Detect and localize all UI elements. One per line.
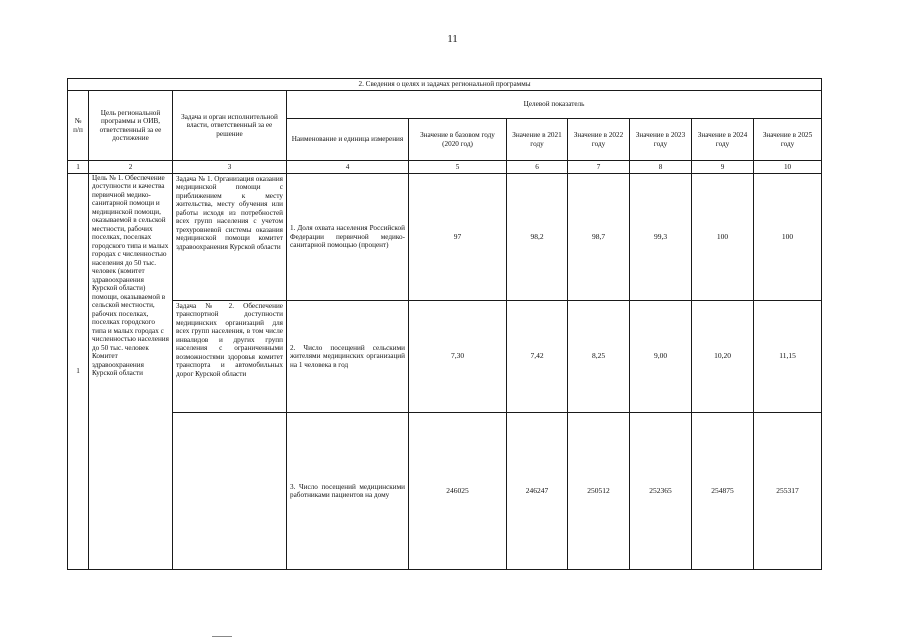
indicator-2025: 11,15 xyxy=(754,301,822,413)
indicator-2024: 10,20 xyxy=(692,301,754,413)
indicator-2024: 254875 xyxy=(692,413,754,570)
task-cell xyxy=(173,413,287,570)
row-number: 1 xyxy=(68,174,89,570)
header-2024: Значение в 2024 году xyxy=(692,119,754,161)
header-num: № п/п xyxy=(68,91,89,161)
indicator-2022: 8,25 xyxy=(568,301,630,413)
column-number: 2 xyxy=(89,161,173,174)
header-2023: Значение в 2023 году xyxy=(630,119,692,161)
table-row xyxy=(68,174,822,301)
header-base: Значение в базовом году (2020 год) xyxy=(409,119,507,161)
indicator-2025: 100 xyxy=(754,174,822,301)
page-number: 11 xyxy=(447,33,458,45)
header-2022: Значение в 2022 году xyxy=(568,119,630,161)
indicator-2024: 100 xyxy=(692,174,754,301)
indicator-base: 246025 xyxy=(409,413,507,570)
header-target: Целевой показатель xyxy=(287,91,822,119)
column-number: 1 xyxy=(68,161,89,174)
indicator-2022: 250512 xyxy=(568,413,630,570)
indicator-base: 97 xyxy=(409,174,507,301)
scan-artifact xyxy=(212,636,232,637)
table-row xyxy=(68,301,822,413)
section-title-row xyxy=(68,79,822,91)
indicator-2021: 98,2 xyxy=(507,174,568,301)
goals-table xyxy=(67,78,822,570)
column-number: 5 xyxy=(409,161,507,174)
column-number: 9 xyxy=(692,161,754,174)
column-number: 4 xyxy=(287,161,409,174)
indicator-2025: 255317 xyxy=(754,413,822,570)
indicator-base: 7,30 xyxy=(409,301,507,413)
header-2021: Значение в 2021 году xyxy=(507,119,568,161)
indicator-name: 1. Доля охвата населения Российской Федерации первичной медико-санитарной помощью (процент) xyxy=(287,174,409,301)
column-number: 3 xyxy=(173,161,287,174)
goal-cell: Цель № 1. Обеспечение доступности и качества первичной медико-санитарной помощи и медицинской помощи, оказываемой в сельской местности, рабочих поселках, поселках городского типа и малых городах с численностью населения до 50 тыс. человек (комитет здравоохранения Курской области) помощи, оказываемой в сельской местности, рабочих поселках, поселках городского типа и малых городах с численностью населения до 50 тыс. человек Комитет здравоохранения Курской области xyxy=(89,174,173,570)
column-number: 6 xyxy=(507,161,568,174)
task-cell: Задача № 2. Обеспечение транспортной доступности медицинских организаций для всех групп населения, в том числе инвалидов и других групп населения с ограниченными возможностями здоровья комитет транспорта и автомобильных дорог Курской области xyxy=(173,301,287,413)
indicator-2021: 7,42 xyxy=(507,301,568,413)
indicator-2021: 246247 xyxy=(507,413,568,570)
header-name: Наименование и единица измерения xyxy=(287,119,409,161)
column-number: 7 xyxy=(568,161,630,174)
table-row xyxy=(68,413,822,570)
header-task: Задача и орган исполнительной власти, ответственный за ее решение xyxy=(173,91,287,161)
column-number: 10 xyxy=(754,161,822,174)
indicator-name: 2. Число посещений сельскими жителями медицинских организаций на 1 человека в год xyxy=(287,301,409,413)
column-number: 8 xyxy=(630,161,692,174)
indicator-name: 3. Число посещений медицинскими работниками пациентов на дому xyxy=(287,413,409,570)
task-cell: Задача № 1. Организация оказания медицинской помощи с приближением к месту жительства, месту обучения или работы исходя из потребностей всех групп населения с учетом трехуровневой системы оказания медицинской помощи комитет здравоохранения Курской области xyxy=(173,174,287,301)
header-goal: Цель региональной программы и ОИВ, ответственный за ее достижение xyxy=(89,91,173,161)
indicator-2023: 99,3 xyxy=(630,174,692,301)
section-title: 2. Сведения о целях и задачах региональной программы xyxy=(68,79,822,91)
header-row-1 xyxy=(68,91,822,119)
indicator-2023: 252365 xyxy=(630,413,692,570)
column-number-row xyxy=(68,161,822,174)
header-2025: Значение в 2025 году xyxy=(754,119,822,161)
indicator-2022: 98,7 xyxy=(568,174,630,301)
indicator-2023: 9,00 xyxy=(630,301,692,413)
